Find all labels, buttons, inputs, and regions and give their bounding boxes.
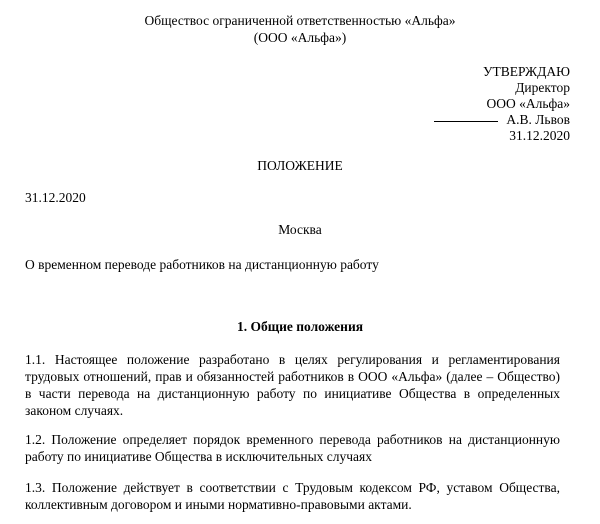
section-heading: 1. Общие положения [236,319,364,334]
org-short-name: (ООО «Альфа») [253,30,347,45]
approval-signer: А.В. Львов [506,112,570,127]
approval-company: ООО «Альфа» [486,96,570,111]
org-full-name: Обществос ограниченной ответственностью «Альфа» [144,13,456,28]
approval-signature-row [434,111,570,128]
paragraph-1-2: 1.2. Положение определяет порядок временного перевода работников на дистанционную работу по инициативе Общества в исключительных случаях [25,432,560,464]
document-date: 31.12.2020 [25,190,86,205]
document-city: Москва [278,222,322,237]
document-subject: О временном переводе работников на дистанционную работу [25,257,379,272]
paragraph-1-3: 1.3. Положение действует в соответствии с Трудовым кодексом РФ, уставом Общества, коллективным договором и иными нормативно-правовыми актами. [25,480,560,512]
signature-line [434,121,498,122]
approval-date: 31.12.2020 [509,128,570,143]
approval-title: УТВЕРЖДАЮ [482,64,570,79]
paragraph-1-1: 1.1. Настоящее положение разработано в целях регулирования и регламентирования трудовых отношений, прав и обязанностей работников в ООО «Альфа» (далее – Общество) в части перевода на дистанционную работу по инициативе Общества в определенных законом случаях. [25,352,560,418]
approval-position: Директор [515,80,570,95]
document-type: ПОЛОЖЕНИЕ [257,158,343,173]
